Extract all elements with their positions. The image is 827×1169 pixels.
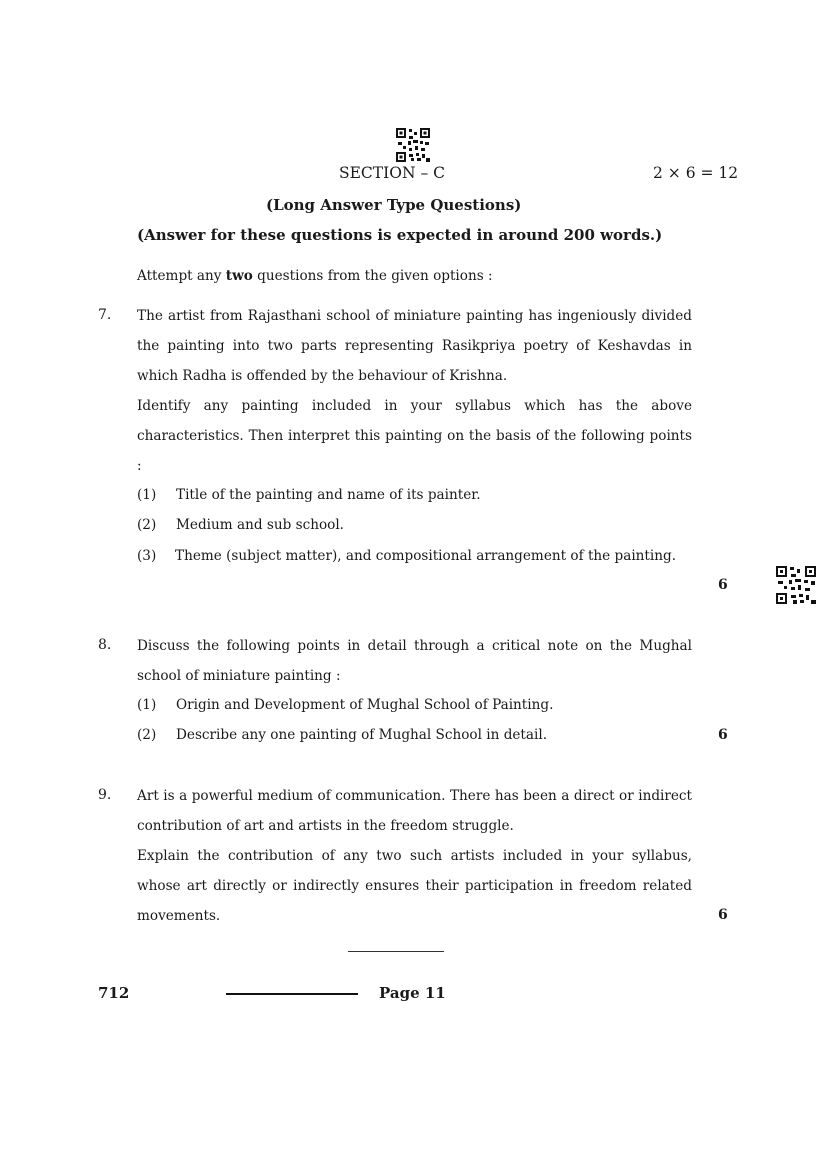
question-number: 9. <box>98 787 112 803</box>
question-text <box>137 631 692 691</box>
question-marks: 6 <box>718 907 728 923</box>
question-text <box>137 301 692 481</box>
sub-point: (1) Origin and Development of Mughal School of Painting. <box>137 697 554 713</box>
end-divider <box>348 951 444 952</box>
question-paragraph: Art is a powerful medium of communication. There has been a direct or indirect contribution of art and artists in the freedom struggle. <box>137 788 692 834</box>
sub-point: (1) Title of the painting and name of its painter. <box>137 487 481 503</box>
question-marks: 6 <box>718 727 728 743</box>
qr-code-icon <box>776 566 816 604</box>
question-text <box>137 781 692 931</box>
page-number: Page 11 <box>379 984 446 1002</box>
question-number: 8. <box>98 637 112 653</box>
question-paragraph: Discuss the following points in detail through a critical note on the Mughal school of miniature painting : <box>137 638 692 684</box>
question-paragraph: Explain the contribution of any two such artists included in your syllabus, whose art directly or indirectly ensures their participation in freedom related movements. <box>137 848 692 924</box>
sub-point: (3) Theme (subject matter), and compositional arrangement of the painting. <box>137 548 677 564</box>
sub-point: (2) Medium and sub school. <box>137 517 344 533</box>
question-paragraph: The artist from Rajasthani school of miniature painting has ingeniously divided the painting into two parts representing Rasikpriya poetry of Keshavdas in which Radha is offended by the behaviour of Krishna. <box>137 308 692 384</box>
question-paragraph: Identify any painting included in your syllabus which has the above characteristics. Then interpret this painting on the basis of the following points : <box>137 398 692 474</box>
sub-point: (2) Describe any one painting of Mughal School in detail. <box>137 727 548 743</box>
qr-code-icon <box>396 128 430 162</box>
question-marks: 6 <box>718 577 728 593</box>
paper-code: 712 <box>98 984 130 1002</box>
section-expectation: (Answer for these questions is expected in around 200 words.) <box>137 226 663 244</box>
footer-divider <box>226 993 358 995</box>
section-instruction: Attempt any two questions from the given options : <box>137 268 493 284</box>
question-number: 7. <box>98 307 112 323</box>
section-subtitle: (Long Answer Type Questions) <box>266 196 522 214</box>
section-marks-scheme: 2 × 6 = 12 <box>653 164 739 182</box>
section-title: SECTION – C <box>339 164 445 182</box>
